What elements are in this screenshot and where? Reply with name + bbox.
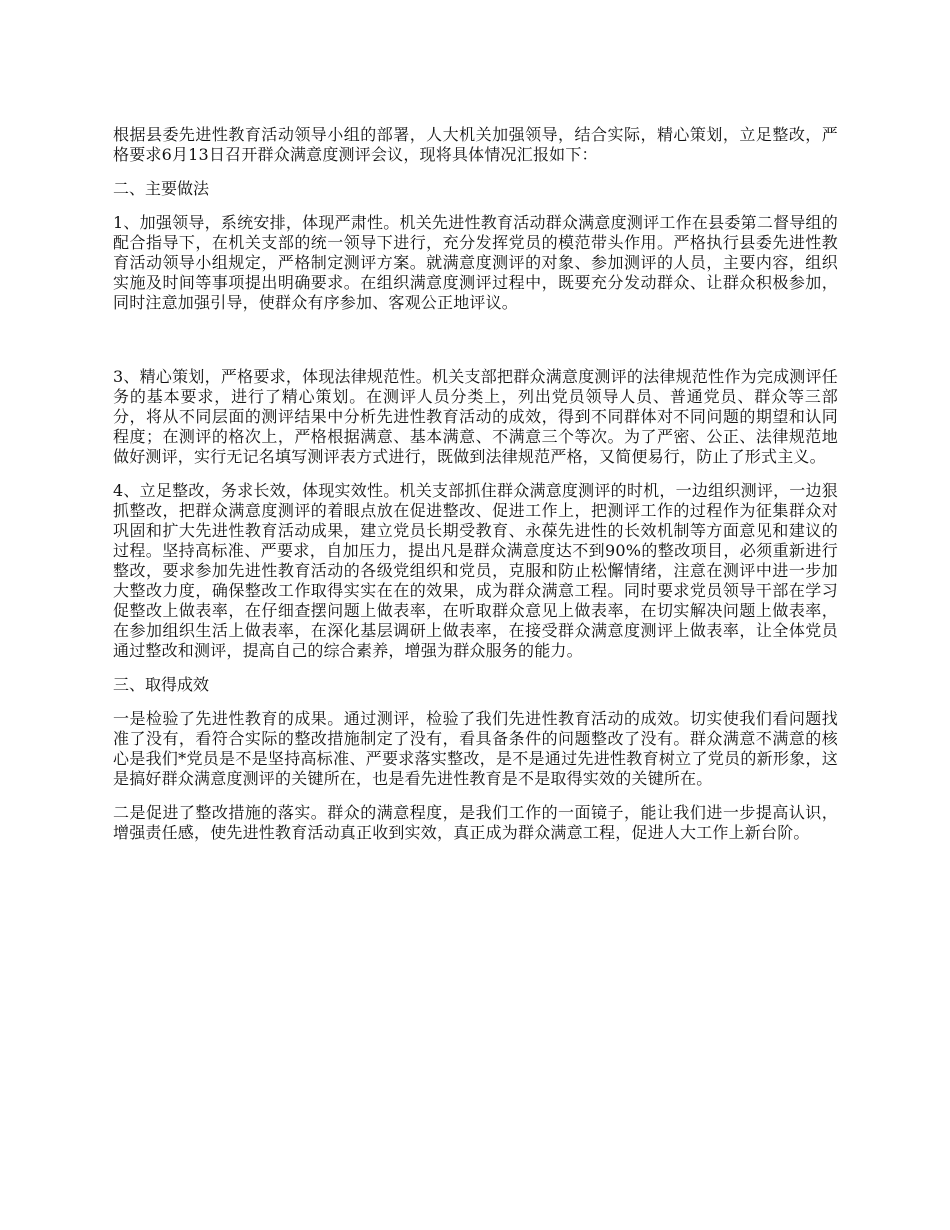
- section-heading-results: 三、取得成效: [113, 675, 210, 694]
- paragraph-result-2: 二是促进了整改措施的落实。群众的满意程度，是我们工作的一面镜子，能让我们进一步提高认识，增强责任感，使先进性教育活动真正收到实效，真正成为群众满意工程，促进人大工作上新台阶。: [113, 803, 838, 842]
- document-body: [113, 125, 838, 843]
- paragraph-item-4: 4、立足整改，务求长效，体现实效性。机关支部抓住群众满意度测评的时机，一边组织测评，一边狠抓整改，把群众满意度测评的着眼点放在促进整改、促进工作上，把测评工作的过程作为征集群众对巩固和扩大先进性教育活动成果，建立党员长期受教育、永葆先进性的长效机制等方面意见和建议的过程。坚持高标准、严要求，自加压力，提出凡是群众满意度达不到90%的整改项目，必须重新进行整改，要求参加先进性教育活动的各级党组织和党员，克服和防止松懈情绪，注意在测评中进一步加大整改力度，确保整改工作取得实实在在的效果，成为群众满意工程。同时要求党员领导干部在学习促整改上做表率，在仔细查摆问题上做表率，在听取群众意见上做表率，在切实解决问题上做表率，在参加组织生活上做表率，在深化基层调研上做表率，在接受群众满意度测评上做表率，让全体党员通过整改和测评，提高自己的综合素养，增强为群众服务的能力。: [113, 481, 838, 660]
- intro-paragraph: 根据县委先进性教育活动领导小组的部署，人大机关加强领导，结合实际，精心策划，立足整改，严格要求6月13日召开群众满意度测评会议，现将具体情况汇报如下：: [113, 125, 838, 164]
- paragraph-item-1: 1、加强领导，系统安排，体现严肃性。机关先进性教育活动群众满意度测评工作在县委第二督导组的配合指导下，在机关支部的统一领导下进行，充分发挥党员的模范带头作用。严格执行县委先进性教育活动领导小组规定，严格制定测评方案。就满意度测评的对象、参加测评的人员，主要内容，组织实施及时间等事项提出明确要求。在组织满意度测评过程中，既要充分发动群众、让群众积极参加，同时注意加强引导，使群众有序参加、客观公正地评议。: [113, 213, 838, 312]
- section-heading-main-practices: 二、主要做法: [113, 179, 210, 198]
- paragraph-result-1: 一是检验了先进性教育的成果。通过测评，检验了我们先进性教育活动的成效。切实使我们看问题找准了没有，看符合实际的整改措施制定了没有，看具备条件的问题整改了没有。群众满意不满意的核心是我们*党员是不是坚持高标准、严要求落实整改，是不是通过先进性教育树立了党员的新形象，这是搞好群众满意度测评的关键所在，也是看先进性教育是不是取得实效的关键所在。: [113, 709, 838, 788]
- paragraph-item-3: 3、精心策划，严格要求，体现法律规范性。机关支部把群众满意度测评的法律规范性作为完成测评任务的基本要求，进行了精心策划。在测评人员分类上，列出党员领导人员、普通党员、群众等三部分，将从不同层面的测评结果中分析先进性教育活动的成效，得到不同群体对不同问题的期望和认同程度；在测评的格次上，严格根据满意、基本满意、不满意三个等次。为了严密、公正、法律规范地做好测评，实行无记名填写测评表方式进行，既做到法律规范严格，又简便易行，防止了形式主义。: [113, 367, 838, 466]
